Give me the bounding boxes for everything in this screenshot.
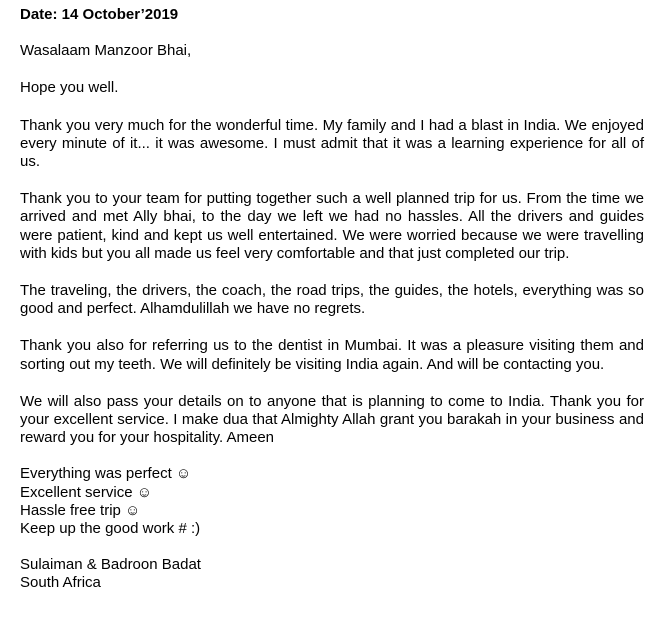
signature-location: South Africa — [20, 574, 101, 592]
highlight-item: Keep up the good work # :) — [20, 520, 201, 538]
highlight-item: Everything was perfect ☺ — [20, 465, 192, 483]
highlight-item: Hassle free trip ☺ — [20, 501, 141, 519]
signature-names: Sulaiman & Badroon Badat — [20, 556, 201, 574]
paragraph-thanks-team: Thank you to your team for putting together such a well planned trip for us. From the time we arrived and met Ally bhai, to the day we left we had no hassles. All the drivers and guides were patient, kind and kept us well entertained. We were worried because we were travelling with kids but you all made us feel very comfortable and that just completed our trip. — [20, 190, 644, 262]
highlight-item: Excellent service ☺ — [20, 483, 153, 501]
paragraph-dentist: Thank you also for referring us to the dentist in Mumbai. It was a pleasure visiting them and sorting out my teeth. We will definitely be visiting India again. And will be contacting you. — [20, 337, 644, 373]
paragraph-referral: We will also pass your details on to anyone that is planning to come to India. Thank you for your excellent service. I make dua that Almighty Allah grant you barakah in your business and reward you for your hospitality. Ameen — [20, 392, 644, 447]
paragraph-travel-summary: The traveling, the drivers, the coach, the road trips, the guides, the hotels, everything was so good and perfect. Alhamdulillah we have no regrets. — [20, 282, 644, 318]
signature-block — [20, 556, 644, 592]
highlights-list — [20, 465, 644, 538]
letter-greeting: Wasalaam Manzoor Bhai, — [20, 42, 192, 60]
letter — [20, 6, 644, 593]
paragraph-thanks-time: Thank you very much for the wonderful time. My family and I had a blast in India. We enjoyed every minute of it... it was awesome. I must admit that it was a learning experience for all of us. — [20, 116, 644, 171]
letter-date: Date: 14 October’2019 — [20, 6, 179, 23]
paragraph-hope: Hope you well. — [20, 79, 119, 97]
